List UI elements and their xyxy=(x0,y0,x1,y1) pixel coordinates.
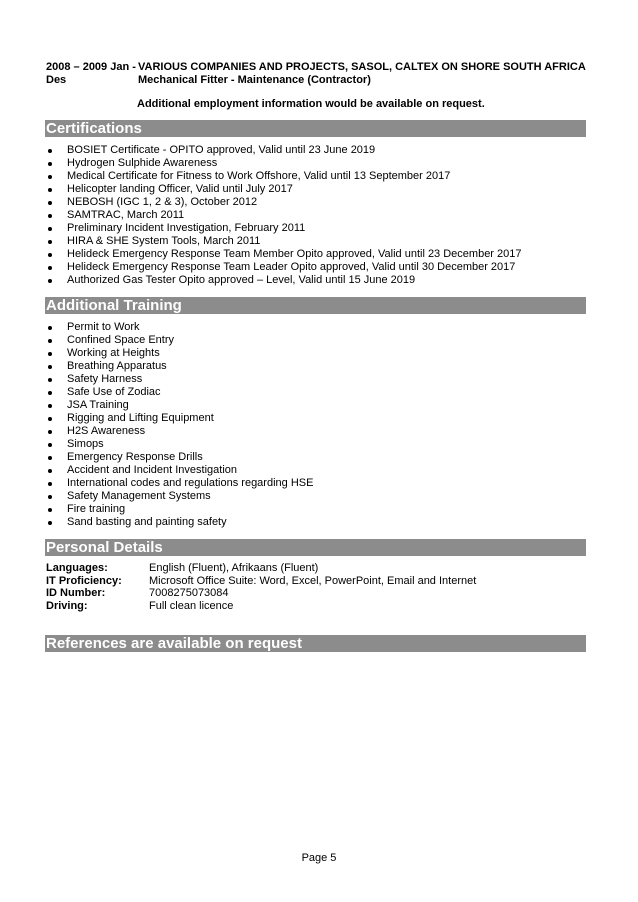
detail-row xyxy=(46,587,476,600)
training-item: Fire training xyxy=(46,503,313,516)
employment-dates: 2008 – 2009 Jan - xyxy=(46,61,136,73)
certification-item: Helideck Emergency Response Team Member Opito approved, Valid until 23 December 2017 xyxy=(46,248,522,261)
training-item: H2S Awareness xyxy=(46,425,313,438)
training-list xyxy=(46,321,313,529)
employment-dates-continued: Des xyxy=(46,73,67,86)
training-item: Confined Space Entry xyxy=(46,334,313,347)
page-number: Page 5 xyxy=(301,852,337,864)
certification-item: NEBOSH (IGC 1, 2 & 3), October 2012 xyxy=(46,196,522,209)
employment-position: Mechanical Fitter - Maintenance (Contractor) xyxy=(138,73,371,86)
training-item: JSA Training xyxy=(46,399,313,412)
certifications-list xyxy=(46,144,522,287)
certification-item: Preliminary Incident Investigation, February 2011 xyxy=(46,222,522,235)
training-item: Safety Harness xyxy=(46,373,313,386)
personal-details-heading: Personal Details xyxy=(45,539,586,556)
training-item: Emergency Response Drills xyxy=(46,451,313,464)
detail-label: ID Number: xyxy=(46,587,106,599)
certification-item: Authorized Gas Tester Opito approved – Level, Valid until 15 June 2019 xyxy=(46,274,522,287)
training-item: Working at Heights xyxy=(46,347,313,360)
training-item: Accident and Incident Investigation xyxy=(46,464,313,477)
certification-item: Medical Certificate for Fitness to Work Offshore, Valid until 13 September 2017 xyxy=(46,170,522,183)
training-item: Permit to Work xyxy=(46,321,313,334)
detail-row xyxy=(46,562,476,575)
certification-item: Helideck Emergency Response Team Leader Opito approved, Valid until 30 December 2017 xyxy=(46,261,522,274)
detail-value: 7008275073084 xyxy=(149,587,229,599)
additional-training-heading: Additional Training xyxy=(45,297,586,314)
training-item: Rigging and Lifting Equipment xyxy=(46,412,313,425)
training-item: Safe Use of Zodiac xyxy=(46,386,313,399)
certification-item: BOSIET Certificate - OPITO approved, Valid until 23 June 2019 xyxy=(46,144,522,157)
employment-company: VARIOUS COMPANIES AND PROJECTS, SASOL, CALTEX ON SHORE SOUTH AFRICA xyxy=(138,61,586,73)
certification-item: Hydrogen Sulphide Awareness xyxy=(46,157,522,170)
certification-item: SAMTRAC, March 2011 xyxy=(46,209,522,222)
training-item: Safety Management Systems xyxy=(46,490,313,503)
employment-note: Additional employment information would be available on request. xyxy=(137,98,485,110)
detail-row xyxy=(46,600,476,613)
training-item: Breathing Apparatus xyxy=(46,360,313,373)
references-heading: References are available on request xyxy=(45,635,586,652)
detail-value: Full clean licence xyxy=(149,599,234,612)
detail-label: Languages: xyxy=(46,562,108,574)
detail-value: Microsoft Office Suite: Word, Excel, PowerPoint, Email and Internet xyxy=(149,574,477,587)
detail-label: Driving: xyxy=(46,599,88,612)
detail-value: English (Fluent), Afrikaans (Fluent) xyxy=(149,562,319,574)
detail-label: IT Proficiency: xyxy=(46,574,122,587)
certifications-heading: Certifications xyxy=(45,120,586,137)
training-item: Sand basting and painting safety xyxy=(46,516,313,529)
certification-item: HIRA & SHE System Tools, March 2011 xyxy=(46,235,522,248)
detail-row xyxy=(46,575,476,588)
training-item: Simops xyxy=(46,438,313,451)
certification-item: Helicopter landing Officer, Valid until July 2017 xyxy=(46,183,522,196)
personal-details xyxy=(46,562,476,612)
employment-entry xyxy=(46,61,606,86)
training-item: International codes and regulations regarding HSE xyxy=(46,477,313,490)
